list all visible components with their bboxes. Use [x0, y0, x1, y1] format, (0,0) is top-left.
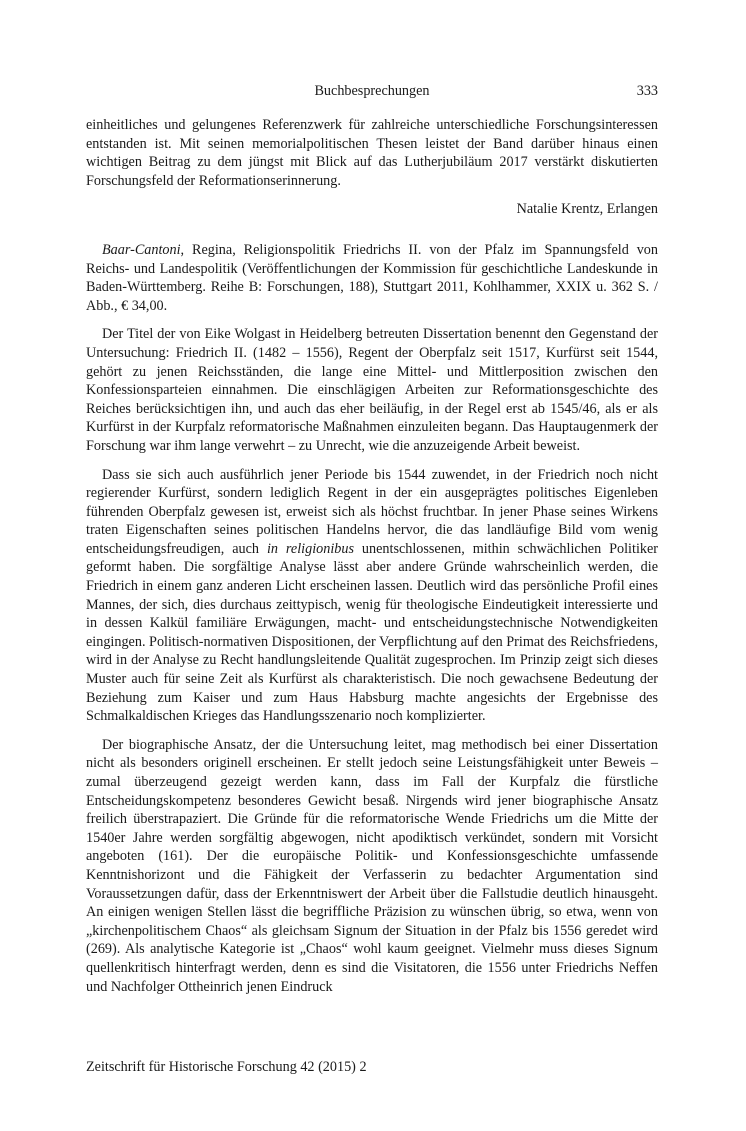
review-bibliography-details: , Regina, Religionspolitik Friedrichs II. von der Pfalz im Spannungsfeld von Reichs- und Landespolitik (Veröffentlichungen der Kommission für geschichtliche Landeskunde in Baden-Württemberg. Reihe B: Forschungen, 188), Stuttgart 2011, Kohlhammer, XXIX u. 362 S. / Abb., € 34,00. [86, 241, 658, 314]
page-footer [86, 1058, 658, 1076]
review-paragraph-3: Der biographische Ansatz, der die Untersuchung leitet, mag methodisch bei einer Dissertation nicht als besonders originell erscheinen. Er stellt jedoch seine Leistungsfähigkeit unter Beweis – zumal überzeugend gezeigt werden kann, dass im Fall der Kurpfalz die fürstliche Entscheidungskompetenz besonderes Gewicht besaß. Nirgends wird jener biographische Ansatz freilich überstrapaziert. Die Gründe für die reformatorische Wende Friedrichs um die Mitte der 1540er Jahre werden sorgfältig abgewogen, nicht apodiktisch verkündet, sondern mit Vorsicht angeboten (161). Der die europäische Politik- und Konfessionsgeschichte umfassende Kenntnishorizont und die Fähigkeit der Verfasserin zu bedachter Argumentation sind Voraussetzungen dafür, dass der Erkenntniswert der Arbeit über die Fallstudie deutlich hinausgeht. An einigen wenigen Stellen lässt die begriffliche Präzision zu wünschen übrig, so etwa, wenn von „kirchenpolitischem Chaos“ als gleichsam Signum der Situation in der Pfalz bis 1556 geredet wird (269). Als analytische Kategorie ist „Chaos“ wohl kaum geeignet. Vielmehr muss dieses Signum quellenkritisch hinterfragt werden, denn es sind die Visitatoren, die 1556 unter Friedrichs Neffen und Nachfolger Ottheinrich jenen Eindruck [86, 736, 658, 995]
journal-citation: Zeitschrift für Historische Forschung 42 (2015) 2 [86, 1059, 367, 1075]
review-paragraph-2-italic: in religionibus [266, 540, 354, 557]
review-paragraph-1: Der Titel der von Eike Wolgast in Heidelberg betreuten Dissertation benennt den Gegenstand der Untersuchung: Friedrich II. (1482 – 1556), Regent der Oberpfalz seit 1517, Kurfürst seit 1544, gehört zu jenen Reichsständen, die lange eine Mittel- und Mittlerposition zwischen den Konfessionsparteien einnahmen. Die einschlägigen Arbeiten zur Reformationsgeschichte des Reiches berücksichtigen ihn, und auch das eher beiläufig, in der Regel erst ab 1545/46, als er als Kurfürst in der Kurpfalz reformatorische Maßnahmen einzuleiten begann. Das Hauptaugenmerk der Forschung war ihm lange verwehrt – zu Unrecht, wie die anzuzeigende Arbeit beweist. [86, 326, 658, 454]
previous-review-closing-paragraph: einheitliches und gelungenes Referenzwerk für zahlreiche unterschiedliche Forschungsinteressen entstanden ist. Mit seinen memorialpolitischen Thesen leistet der Band darüber hinaus einen wichtigen Beitrag zu dem jüngst mit Blick auf das Lutherjubiläum 2017 verstärkt diskutierten Forschungsfeld der Reformationserinnerung. [86, 117, 658, 189]
review-author: Baar-Cantoni [102, 241, 181, 258]
reviewer-signature: Natalie Krentz, Erlangen [516, 201, 658, 218]
review-paragraph-2 [86, 466, 658, 726]
page-number: 333 [636, 83, 658, 99]
running-title: Buchbesprechungen [314, 83, 430, 99]
review-paragraph-2-part-1: Dass sie sich auch ausführlich jener Periode bis 1544 zuwendet, in der Friedrich noch nicht regierender Kurfürst, sondern lediglich Regent in der ein ausgeprägtes politisches Eigenleben führenden Oberpfalz gewesen ist, erweist sich als höchst fruchtbar. In jener Phase seines Wirkens traten Eigenschaften seines politischen Handelns hervor, die das landläufige Bild vom wenig entscheidungsfreudigen, auch [86, 466, 658, 557]
review-bibliography [86, 241, 658, 315]
review-paragraph-2-part-2: unentschlossenen, mithin schwächlichen Politiker geformt haben. Die sorgfältige Analyse lässt aber andere Gründe wahrscheinlich werden, die Friedrich in einem ganz anderen Licht erscheinen lassen. Deutlich wird das persönliche Profil eines Mannes, der sich, dies durchaus zeittypisch, wenig für theologische Eindeutigkeit interessierte und in dessen Kalkül familiäre Erwägungen, macht- und entscheidungstechnische Notwendigkeiten eingingen. Politisch-normativen Dispositionen, der Verpflichtung auf den Primat des Reichsfriedens, wird in der Analyse zu Recht handlungsleitende Qualität zugesprochen. Im Prinzip zeigt sich dieses Muster auch für seine Zeit als Kurfürst als charakteristisch. Die noch gewachsene Bedeutung der Beziehung zum Kaiser und zum Haus Habsburg machte angesichts der Ergebnisse des Schmalkaldischen Krieges das Handlungsszenario noch komplizierter. [86, 540, 658, 725]
page-body [86, 116, 658, 996]
